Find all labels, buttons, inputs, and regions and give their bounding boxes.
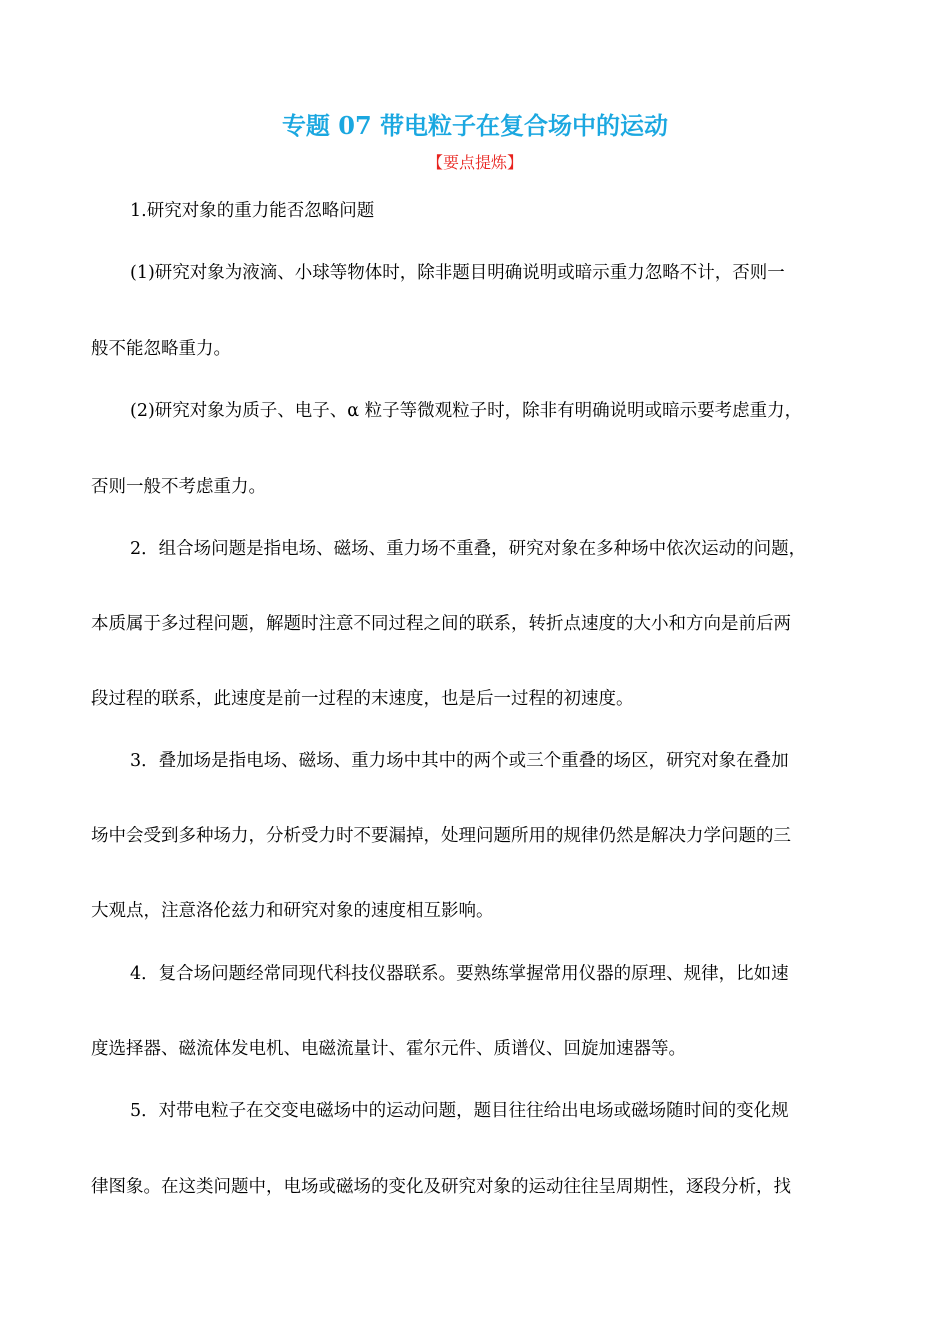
paragraph-4-line-1: 4．复合场问题经常同现代科技仪器联系。要熟练掌握常用仪器的原理、规律，比如速 — [130, 964, 789, 984]
paragraph-1-2-line-1: (2)研究对象为质子、电子、α 粒子等微观粒子时，除非有明确说明或暗示要考虑重力， — [130, 401, 803, 421]
paragraph-5-line-1: 5．对带电粒子在交变电磁场中的运动问题，题目往往给出电场或磁场随时间的变化规 — [130, 1101, 789, 1121]
paragraph-2-line-3: 段过程的联系，此速度是前一过程的末速度，也是后一过程的初速度。 — [91, 689, 634, 709]
paragraph-2-line-1: 2．组合场问题是指电场、磁场、重力场不重叠，研究对象在多种场中依次运动的问题， — [130, 539, 807, 559]
paragraph-1-1-line-2: 般不能忽略重力。 — [91, 339, 231, 359]
paragraph-3-line-1: 3．叠加场是指电场、磁场、重力场中其中的两个或三个重叠的场区，研究对象在叠加 — [130, 751, 789, 771]
paragraph-1-2-line-2: 否则一般不考虑重力。 — [91, 477, 266, 497]
section-heading: 【要点提炼】 — [426, 153, 523, 172]
paragraph-3-line-3: 大观点，注意洛伦兹力和研究对象的速度相互影响。 — [91, 901, 494, 921]
paragraph-2-line-2: 本质属于多过程问题，解题时注意不同过程之间的联系，转折点速度的大小和方向是前后两 — [91, 614, 791, 634]
document-title: 专题 07 带电粒子在复合场中的运动 — [281, 111, 669, 140]
paragraph-1-heading: 1.研究对象的重力能否忽略问题 — [130, 201, 375, 221]
paragraph-5-line-2: 律图象。在这类问题中，电场或磁场的变化及研究对象的运动往往呈周期性，逐段分析，找 — [91, 1177, 791, 1197]
paragraph-3-line-2: 场中会受到多种场力，分析受力时不要漏掉，处理问题所用的规律仍然是解决力学问题的三 — [91, 826, 791, 846]
paragraph-1-1-line-1: (1)研究对象为液滴、小球等物体时，除非题目明确说明或暗示重力忽略不计，否则一 — [130, 263, 785, 283]
paragraph-4-line-2: 度选择器、磁流体发电机、电磁流量计、霍尔元件、质谱仪、回旋加速器等。 — [91, 1039, 686, 1059]
